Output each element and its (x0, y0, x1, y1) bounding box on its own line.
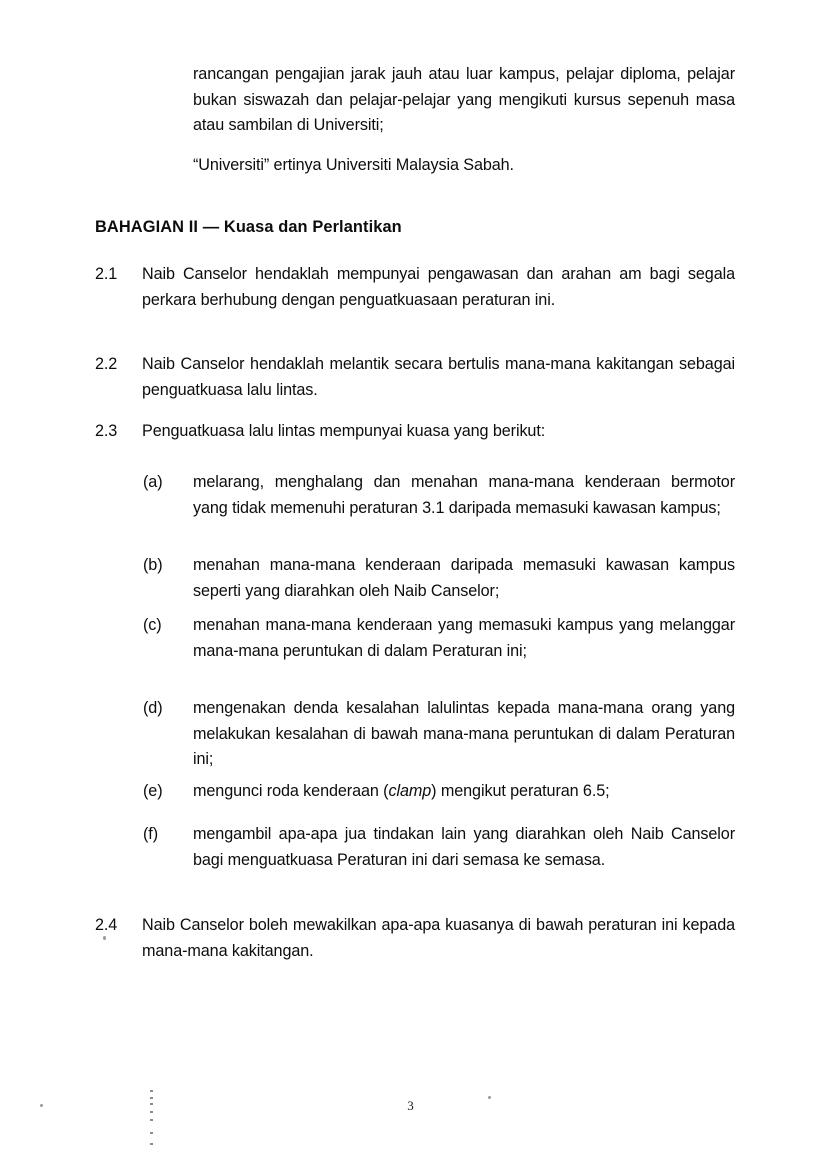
clause-2-4 (95, 913, 735, 964)
subitem-e-italic-term: clamp (388, 782, 432, 800)
subitem-b (143, 553, 735, 604)
paragraph-definition-universiti: “Universiti” ertinya Universiti Malaysia Sabah. (193, 156, 514, 174)
clause-2-3-wrapper (0, 419, 821, 445)
subitem-marker-b: (b) (143, 556, 163, 574)
paragraph-intro-continued: rancangan pengajian jarak jauh atau luar kampus, pelajar diploma, pelajar bukan siswazah dan pelajar-pelajar yang mengikuti kursus sepenuh masa atau sambilan di Universiti; (193, 65, 735, 135)
subitem-d-wrapper (0, 696, 821, 773)
clause-number-2-2: 2.2 (95, 355, 118, 373)
clause-number-2-3: 2.3 (95, 422, 118, 440)
subitem-marker-e: (e) (143, 782, 163, 800)
section-heading-wrapper (0, 215, 821, 241)
clause-2-1 (95, 262, 735, 313)
subitem-text-d: mengenakan denda kesalahan lalulintas kepada mana-mana orang yang melakukan kesalahan di bawah mana-mana peruntukan di dalam Peraturan ini; (193, 699, 735, 769)
paragraph-intro-continued-wrapper (0, 62, 821, 139)
subitem-text-e (193, 779, 735, 805)
subitem-d (143, 696, 735, 773)
clause-text-2-1: Naib Canselor hendaklah mempunyai pengawasan dan arahan am bagi segala perkara berhubung dengan penguatkuasaan peraturan ini. (142, 265, 735, 309)
section-heading-bahagian-ii: BAHAGIAN II — Kuasa dan Perlantikan (95, 218, 402, 236)
clause-2-1-wrapper (0, 262, 821, 313)
clause-text-2-4: Naib Canselor boleh mewakilkan apa-apa kuasanya di bawah peraturan ini kepada mana-mana kakitangan. (142, 916, 735, 960)
subitem-b-wrapper (0, 553, 821, 604)
subitem-text-b: menahan mana-mana kenderaan daripada memasuki kawasan kampus seperti yang diarahkan oleh Naib Canselor; (193, 556, 735, 600)
subitem-e-text-before-italic: mengunci roda kenderaan ( (193, 782, 389, 800)
subitem-e (143, 779, 735, 805)
clause-text-2-2: Naib Canselor hendaklah melantik secara bertulis mana-mana kakitangan sebagai penguatkuasa lalu lintas. (142, 355, 735, 399)
clause-2-3 (95, 419, 735, 445)
subitem-f (143, 822, 735, 873)
subitem-marker-a: (a) (143, 473, 163, 491)
subitem-c (143, 613, 735, 664)
clause-2-4-wrapper (0, 913, 821, 964)
subitem-text-c: menahan mana-mana kenderaan yang memasuki kampus yang melanggar mana-mana peruntukan di dalam Peraturan ini; (193, 616, 735, 660)
subitem-text-f: mengambil apa-apa jua tindakan lain yang diarahkan oleh Naib Canselor bagi menguatkuasa Peraturan ini dari semasa ke semasa. (193, 825, 735, 869)
clause-2-2 (95, 352, 735, 403)
subitem-marker-c: (c) (143, 616, 162, 634)
clause-number-2-1: 2.1 (95, 265, 118, 283)
scan-artifact-dotted-line (150, 1088, 155, 1148)
page-number: 3 (407, 1098, 414, 1113)
subitem-a (143, 470, 735, 521)
subitem-c-wrapper (0, 613, 821, 664)
clause-2-2-wrapper (0, 352, 821, 403)
subitem-text-a: melarang, menghalang dan menahan mana-mana kenderaan bermotor yang tidak memenuhi peraturan 3.1 daripada memasuki kawasan kampus; (193, 473, 735, 517)
paragraph-definition-wrapper (0, 153, 821, 179)
clause-number-2-4: 2.4 (95, 916, 118, 934)
subitem-e-text-after-italic: ) mengikut peraturan 6.5; (431, 782, 610, 800)
clause-text-2-3: Penguatkuasa lalu lintas mempunyai kuasa yang berikut: (142, 422, 546, 440)
subitem-a-wrapper (0, 470, 821, 521)
subitem-f-wrapper (0, 822, 821, 873)
subitem-marker-d: (d) (143, 699, 163, 717)
subitem-e-wrapper (0, 779, 821, 805)
subitem-marker-f: (f) (143, 825, 158, 843)
